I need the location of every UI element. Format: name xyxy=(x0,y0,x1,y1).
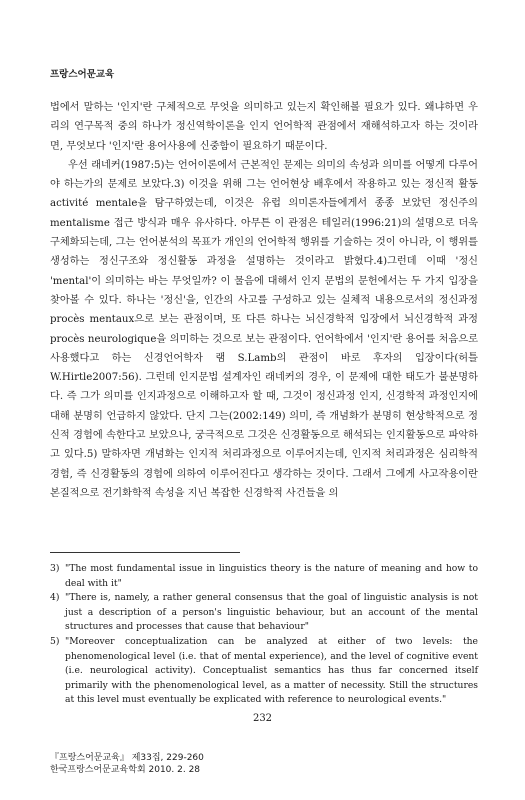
body-paragraph: 법에서 말하는 '인지'란 구체적으로 무엇을 의미하고 있는지 확인해볼 필요가 있다. 왜냐하면 우리의 연구목적 중의 하나가 정신역학이론을 인지 언어학적 관점에서 재해석하고자 하는 것이라면, 무엇보다 '인지'란 용어사용에 신중함이 필요하기 때문이다. xyxy=(50,102,478,152)
footnote-separator xyxy=(50,552,240,553)
journal-citation-title: 『프랑스어문교육』 제33집, 229-260 xyxy=(50,753,204,763)
journal-citation xyxy=(50,752,204,776)
footnote-number: 3) xyxy=(50,563,60,574)
footnotes xyxy=(50,562,478,708)
footnote-text: "The most fundamental issue in linguistics theory is the nature of meaning and how to deal with it" xyxy=(65,563,478,589)
footnote-text: "There is, namely, a rather general consensus that the goal of linguistic analysis is not just a description of a person's linguistic behaviour, but an account of the mental structures and processes that cause that behaviour" xyxy=(65,592,478,633)
body-paragraph: 우선 래네커(1987:5)는 언어이론에서 근본적인 문제는 의미의 속성과 의미를 어떻게 다루어야 하는가의 문제로 보았다.3) 이것을 위해 그는 언어현상 배후에서 작용하고 있는 정신적 활동 activité mentale을 탐구하였는데, 이것은 유럽 의미론자들에게서 종종 보았던 정신주의 mentalisme 접근 방식과 매우 유사하다. 아무튼 이 관점은 테일러(1996:21)의 설명으로 더욱 구체화되는데, 그는 언어분석의 목표가 개인의 언어학적 행위를 기술하는 것이 아니라, 이 행위를 생성하는 정신구조와 정신활동 과정을 설명하는 것이라고 밝혔다.4)그런데 이때 '정신 'mental'이 의미하는 바는 무엇일까? 이 물음에 대해서 인지 문법의 문헌에서는 두 가지 입장을 찾아볼 수 있다. 하나는 '정신'을, 인간의 사고를 구성하고 있는 실체적 내용으로서의 정신과정 procès mentaux으로 보는 관점이며, 또 다른 하나는 뇌신경학적 입장에서 뇌신경학적 과정 procès neurologique을 의미하는 것으로 보는 관점이다. 언어학에서 '인지'란 용어를 처음으로 사용했다고 하는 신경언어학자 램 S.Lamb의 관점이 바로 후자의 입장이다(허틀 W.Hirtle2007:56). 그런데 인지문법 설계자인 래네커의 경우, 이 문제에 대한 태도가 불분명하다. 즉 그가 의미를 인지과정으로 이해하고자 할 때, 그것이 정신과정 인지, 신경학적 과정인지에 대해 분명히 언급하지 않았다. 단지 그는(2002:149) 의미, 즉 개념화가 분명히 현상학적으로 정신적 경험에 속한다고 보았으나, 궁극적으로 그것은 신경활동으로 해석되는 인지활동으로 파악하고 있다.5) 말하자면 개념화는 인지적 처리과정으로 이루어지는데, 인지적 처리과정은 심리학적 경험, 즉 신경활동의 경험에 의하여 이루어진다고 생각하는 것이다. 그래서 그에게 사고작용이란 본질적으로 전기화학적 속성을 지닌 복잡한 신경학적 사건들을 의 xyxy=(50,159,478,499)
footnote-text: "Moreover conceptualization can be analyzed at either of two levels: the phenomenological level (i.e. that of mental experience), and the level of cognitive event (i.e. neurological activity). Conceptualist semantics has thus far concerned itself primarily with the phenomenological level, as a matter of necessity. Still the structures at this level must eventually be explicated with reference to neurological events." xyxy=(65,635,478,706)
footnote-number: 5) xyxy=(50,635,60,647)
footnote-3 xyxy=(50,562,478,591)
footnote-number: 4) xyxy=(50,592,60,604)
journal-citation-publisher: 한국프랑스어문교육학회 2010. 2. 28 xyxy=(50,765,201,775)
page-number: 232 xyxy=(252,713,273,724)
footnote-5 xyxy=(50,635,478,708)
running-head-title: 프랑스어문교육 xyxy=(50,69,115,80)
footnote-4 xyxy=(50,591,478,635)
body-text xyxy=(50,98,478,503)
